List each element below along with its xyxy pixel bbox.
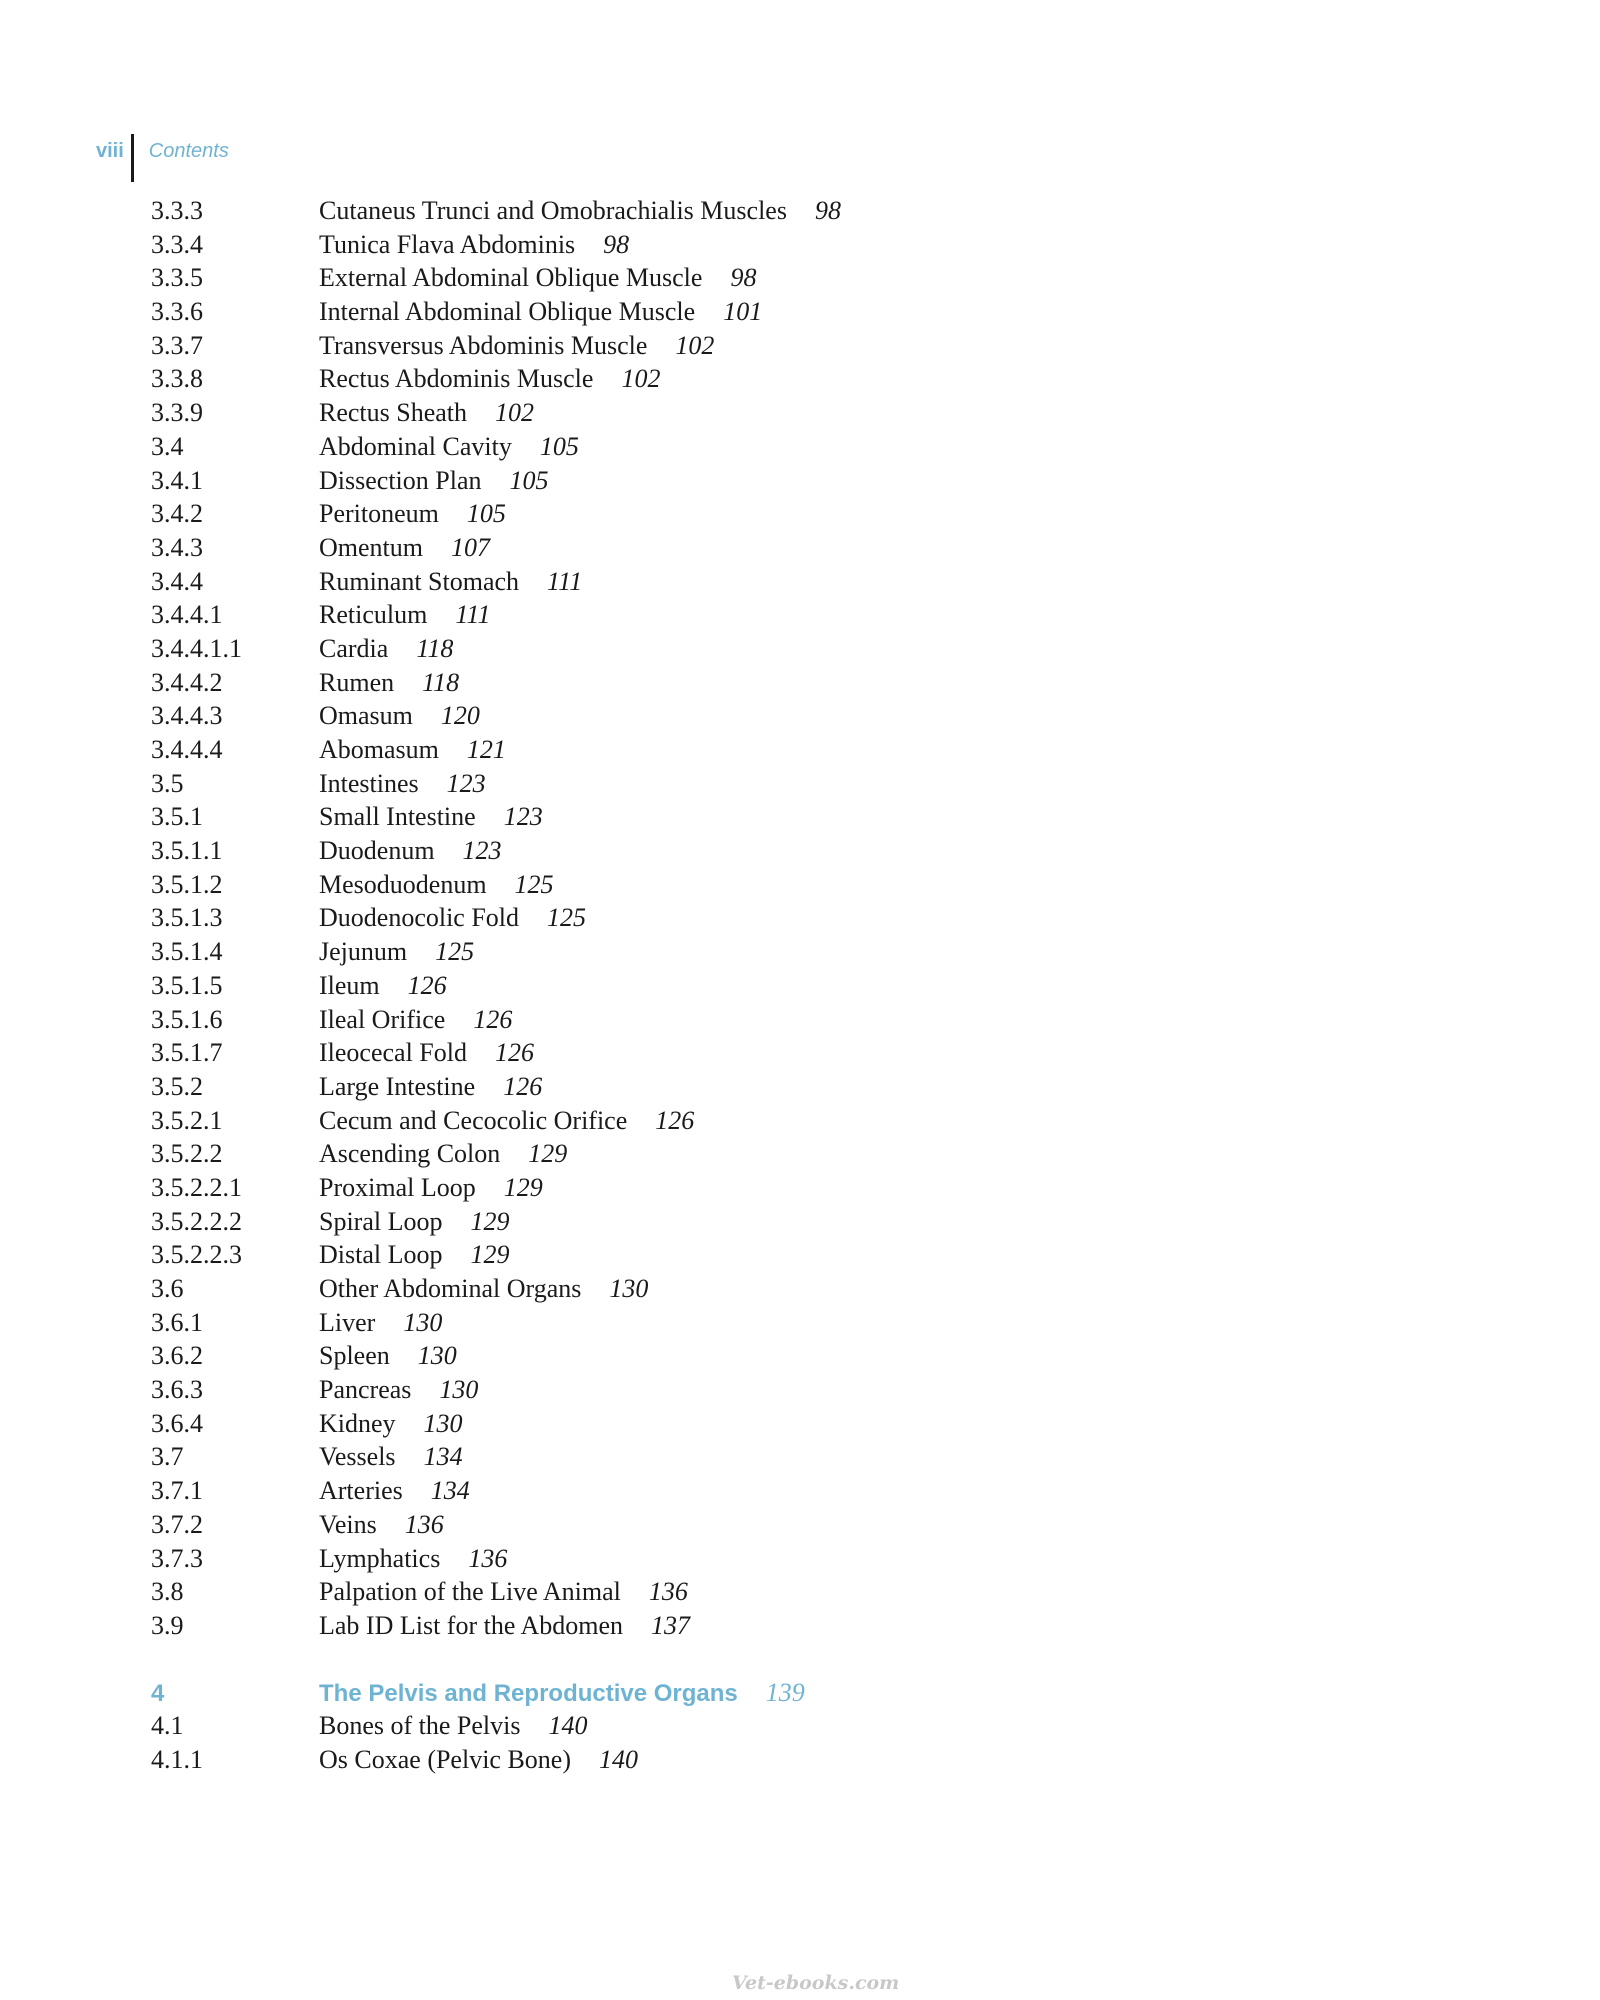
page-reference: 98 xyxy=(814,196,841,225)
page-reference: 118 xyxy=(416,633,454,663)
toc-entry[interactable] xyxy=(151,701,1251,735)
section-title: Cecum and Cecocolic Orifice xyxy=(319,1105,628,1135)
section-title: Omentum xyxy=(319,532,423,562)
section-title: Veins xyxy=(319,1509,377,1539)
page-reference: 102 xyxy=(621,364,661,394)
page-reference: 134 xyxy=(430,1476,470,1506)
section-title: Jejunum xyxy=(319,937,408,967)
section-number: 3.6.2 xyxy=(151,1341,203,1371)
page-reference: 140 xyxy=(599,1744,639,1774)
toc-entry[interactable] xyxy=(151,1510,1251,1544)
page-header xyxy=(96,134,229,182)
page-reference: 123 xyxy=(503,802,543,832)
section-number: 3.4.4.4 xyxy=(151,735,223,764)
toc-entry[interactable] xyxy=(151,1139,1251,1173)
section-number: 3.3.7 xyxy=(151,330,203,360)
section-number: 3.9 xyxy=(151,1610,184,1640)
toc-entry[interactable] xyxy=(151,668,1251,702)
toc-entry[interactable] xyxy=(151,1005,1251,1039)
section-title: Spiral Loop xyxy=(319,1206,443,1236)
section-title: Ileal Orifice xyxy=(319,1004,446,1034)
toc-entry[interactable] xyxy=(151,971,1251,1005)
toc-entry[interactable] xyxy=(151,398,1251,432)
section-number: 3.4.4.2 xyxy=(151,667,223,697)
section-number: 3.5.2.2.2 xyxy=(151,1206,242,1236)
toc-entry[interactable] xyxy=(151,1308,1251,1342)
toc-entry[interactable] xyxy=(151,1711,1251,1745)
page-reference: 102 xyxy=(675,330,715,360)
page-reference: 98 xyxy=(730,263,757,293)
section-number: 3.7.2 xyxy=(151,1509,203,1539)
watermark-logo: Vet-ebooks.com xyxy=(732,1972,900,1994)
section-number: 3.4.4.1 xyxy=(151,600,223,630)
section-number: 3.5.1.6 xyxy=(151,1004,223,1034)
page-reference: 130 xyxy=(423,1408,463,1438)
section-number: 4.1 xyxy=(151,1711,184,1741)
toc-entry[interactable] xyxy=(151,1442,1251,1476)
toc-entry[interactable] xyxy=(151,432,1251,466)
page-reference: 126 xyxy=(503,1071,543,1101)
toc-entry[interactable] xyxy=(151,836,1251,870)
page-reference: 136 xyxy=(648,1577,688,1607)
section-number: 3.4.4 xyxy=(151,566,203,596)
section-number: 3.5.1.2 xyxy=(151,869,223,899)
section-title: Distal Loop xyxy=(319,1240,443,1270)
toc-entry[interactable] xyxy=(151,634,1251,668)
page-reference: 129 xyxy=(528,1139,568,1169)
section-title: Kidney xyxy=(319,1408,396,1438)
page-reference: 111 xyxy=(547,566,583,596)
toc-entry[interactable] xyxy=(151,1577,1251,1611)
page-reference: 107 xyxy=(451,532,490,562)
section-number: 4.1.1 xyxy=(151,1744,203,1774)
page-reference: 126 xyxy=(473,1004,513,1034)
page-reference: 130 xyxy=(403,1307,443,1337)
section-number: 3.5.1.3 xyxy=(151,903,223,933)
toc-entry[interactable] xyxy=(151,769,1251,803)
section-number: 3.6 xyxy=(151,1274,184,1303)
page-reference: 134 xyxy=(423,1442,463,1472)
page-reference: 123 xyxy=(446,768,486,798)
section-number: 3.4.4.1.1 xyxy=(151,633,242,663)
section-spacer xyxy=(151,1645,1251,1678)
section-title: Large Intestine xyxy=(319,1071,476,1101)
section-number: 3.5.1.7 xyxy=(151,1038,223,1068)
page-reference: 129 xyxy=(470,1240,510,1270)
section-number: 3.5.2.1 xyxy=(151,1105,223,1135)
section-number: 3.5.2 xyxy=(151,1071,203,1101)
section-number: 3.4.4.3 xyxy=(151,701,223,731)
section-title: Os Coxae (Pelvic Bone) xyxy=(319,1744,572,1774)
section-title: Rumen xyxy=(319,667,395,697)
toc-entry[interactable] xyxy=(151,1072,1251,1106)
toc-entry[interactable] xyxy=(151,903,1251,937)
section-title: Duodenocolic Fold xyxy=(319,903,520,933)
section-number: 3.5.1.1 xyxy=(151,836,223,866)
toc-entry[interactable] xyxy=(151,1476,1251,1510)
toc-entry[interactable] xyxy=(151,802,1251,836)
section-title: Other Abdominal Organs xyxy=(319,1274,582,1303)
page-reference: 121 xyxy=(466,735,506,764)
section-title: Abdominal Cavity xyxy=(319,431,512,461)
toc-entry[interactable] xyxy=(151,1375,1251,1409)
section-title: Abomasum xyxy=(319,735,439,764)
page-number: viii xyxy=(96,140,124,162)
section-title: Internal Abdominal Oblique Muscle xyxy=(319,297,696,327)
page-reference: 123 xyxy=(462,836,502,866)
page-reference: 136 xyxy=(404,1509,444,1539)
toc-entry[interactable] xyxy=(151,1274,1251,1308)
page-reference: 126 xyxy=(407,970,447,1000)
toc-entry[interactable] xyxy=(151,870,1251,904)
section-title: Lab ID List for the Abdomen xyxy=(319,1610,623,1640)
page-reference: 125 xyxy=(514,869,554,899)
toc-entry[interactable] xyxy=(151,331,1251,365)
section-number: 3.6.4 xyxy=(151,1408,203,1438)
section-number: 3.6.1 xyxy=(151,1307,203,1337)
page-reference: 136 xyxy=(468,1543,508,1573)
section-title: Rectus Abdominis Muscle xyxy=(319,364,594,394)
toc-entry[interactable] xyxy=(151,1240,1251,1274)
section-number: 3.5.1.5 xyxy=(151,970,223,1000)
page-reference: 125 xyxy=(435,937,475,967)
section-title: Intestines xyxy=(319,768,419,798)
section-number: 3.6.3 xyxy=(151,1375,203,1405)
toc-entry[interactable] xyxy=(151,567,1251,601)
running-head: Contents xyxy=(148,140,229,162)
section-title: Ileocecal Fold xyxy=(319,1038,467,1068)
toc-entry[interactable] xyxy=(151,1341,1251,1375)
section-title: Transversus Abdominis Muscle xyxy=(319,330,648,360)
section-number: 3.3.8 xyxy=(151,364,203,394)
page-reference: 101 xyxy=(723,297,763,327)
section-title: External Abdominal Oblique Muscle xyxy=(319,263,703,293)
page-reference: 140 xyxy=(548,1711,588,1741)
section-number: 3.8 xyxy=(151,1577,184,1607)
section-title: The Pelvis and Reproductive Organs xyxy=(319,1679,738,1707)
section-number: 3.5.2.2 xyxy=(151,1139,223,1169)
page-reference: 105 xyxy=(539,431,579,461)
section-number: 3.4.1 xyxy=(151,465,203,495)
section-title: Reticulum xyxy=(319,600,428,630)
section-number: 3.5.1.4 xyxy=(151,937,223,967)
section-title: Arteries xyxy=(319,1476,403,1506)
toc-entry[interactable] xyxy=(151,297,1251,331)
section-number: 3.5.2.2.3 xyxy=(151,1240,242,1270)
page-reference: 125 xyxy=(547,903,587,933)
section-number: 3.3.6 xyxy=(151,297,203,327)
section-number: 3.3.9 xyxy=(151,398,203,428)
page-reference: 118 xyxy=(422,667,460,697)
page-reference: 139 xyxy=(765,1677,805,1707)
page-reference: 111 xyxy=(455,600,491,630)
section-title: Bones of the Pelvis xyxy=(319,1711,521,1741)
section-title: Omasum xyxy=(319,701,413,731)
toc-entry[interactable] xyxy=(151,600,1251,634)
toc-entry[interactable] xyxy=(151,1038,1251,1072)
toc-entry[interactable] xyxy=(151,533,1251,567)
page-reference: 130 xyxy=(439,1375,479,1405)
toc-entry[interactable] xyxy=(151,937,1251,971)
section-title: Mesoduodenum xyxy=(319,869,487,899)
toc-entry[interactable] xyxy=(151,1173,1251,1207)
section-number: 3.7.3 xyxy=(151,1543,203,1573)
toc-entry[interactable] xyxy=(151,1745,1251,1779)
section-title: Cutaneus Trunci and Omobrachialis Muscles xyxy=(319,196,787,225)
section-number: 3.7.1 xyxy=(151,1476,203,1506)
toc-entry[interactable] xyxy=(151,230,1251,264)
section-title: Tunica Flava Abdominis xyxy=(319,229,576,259)
section-number: 3.5.1 xyxy=(151,802,203,832)
section-title: Dissection Plan xyxy=(319,465,482,495)
toc-entry[interactable] xyxy=(151,499,1251,533)
section-title: Small Intestine xyxy=(319,802,476,832)
section-number: 3.4.2 xyxy=(151,499,203,529)
toc-entry[interactable] xyxy=(151,1207,1251,1241)
section-title: Palpation of the Live Animal xyxy=(319,1577,621,1607)
page-reference: 137 xyxy=(651,1610,690,1640)
toc-entry[interactable] xyxy=(151,466,1251,500)
toc-entry[interactable] xyxy=(151,1106,1251,1140)
toc-entry[interactable] xyxy=(151,735,1251,769)
section-title: Peritoneum xyxy=(319,499,439,529)
section-number: 3.5.2.2.1 xyxy=(151,1172,242,1202)
toc-entry[interactable] xyxy=(151,1611,1251,1645)
chapter-heading[interactable] xyxy=(151,1678,1251,1712)
table-of-contents xyxy=(151,196,1251,1779)
page-reference: 105 xyxy=(466,499,506,529)
page-reference: 126 xyxy=(655,1105,695,1135)
section-title: Vessels xyxy=(319,1442,396,1472)
page-reference: 98 xyxy=(603,229,630,259)
section-number: 3.3.5 xyxy=(151,263,203,293)
section-number: 3.3.4 xyxy=(151,229,203,259)
page-reference: 129 xyxy=(470,1206,510,1236)
page-reference: 130 xyxy=(417,1341,457,1371)
section-number: 3.4.3 xyxy=(151,532,203,562)
section-title: Ascending Colon xyxy=(319,1139,501,1169)
page-reference: 126 xyxy=(495,1038,534,1068)
section-title: Lymphatics xyxy=(319,1543,441,1573)
section-number: 3.4 xyxy=(151,431,184,461)
section-title: Ileum xyxy=(319,970,380,1000)
section-title: Proximal Loop xyxy=(319,1172,476,1202)
section-number: 3.7 xyxy=(151,1442,184,1472)
page-reference: 120 xyxy=(440,701,480,731)
section-title: Pancreas xyxy=(319,1375,412,1405)
section-title: Liver xyxy=(319,1307,376,1337)
section-number: 3.5 xyxy=(151,768,184,798)
page-reference: 130 xyxy=(609,1274,649,1303)
page-reference: 102 xyxy=(495,398,535,428)
page-reference: 129 xyxy=(503,1172,543,1202)
section-title: Spleen xyxy=(319,1341,390,1371)
section-title: Duodenum xyxy=(319,836,435,866)
section-number: 3.3.3 xyxy=(151,196,203,225)
section-title: Rectus Sheath xyxy=(319,398,468,428)
toc-entry[interactable] xyxy=(151,196,1251,230)
section-number: 4 xyxy=(151,1679,165,1707)
toc-entry[interactable] xyxy=(151,1409,1251,1443)
toc-entry[interactable] xyxy=(151,263,1251,297)
section-title: Ruminant Stomach xyxy=(319,566,520,596)
toc-entry[interactable] xyxy=(151,364,1251,398)
section-title: Cardia xyxy=(319,633,389,663)
toc-entry[interactable] xyxy=(151,1544,1251,1578)
page-reference: 105 xyxy=(509,465,549,495)
